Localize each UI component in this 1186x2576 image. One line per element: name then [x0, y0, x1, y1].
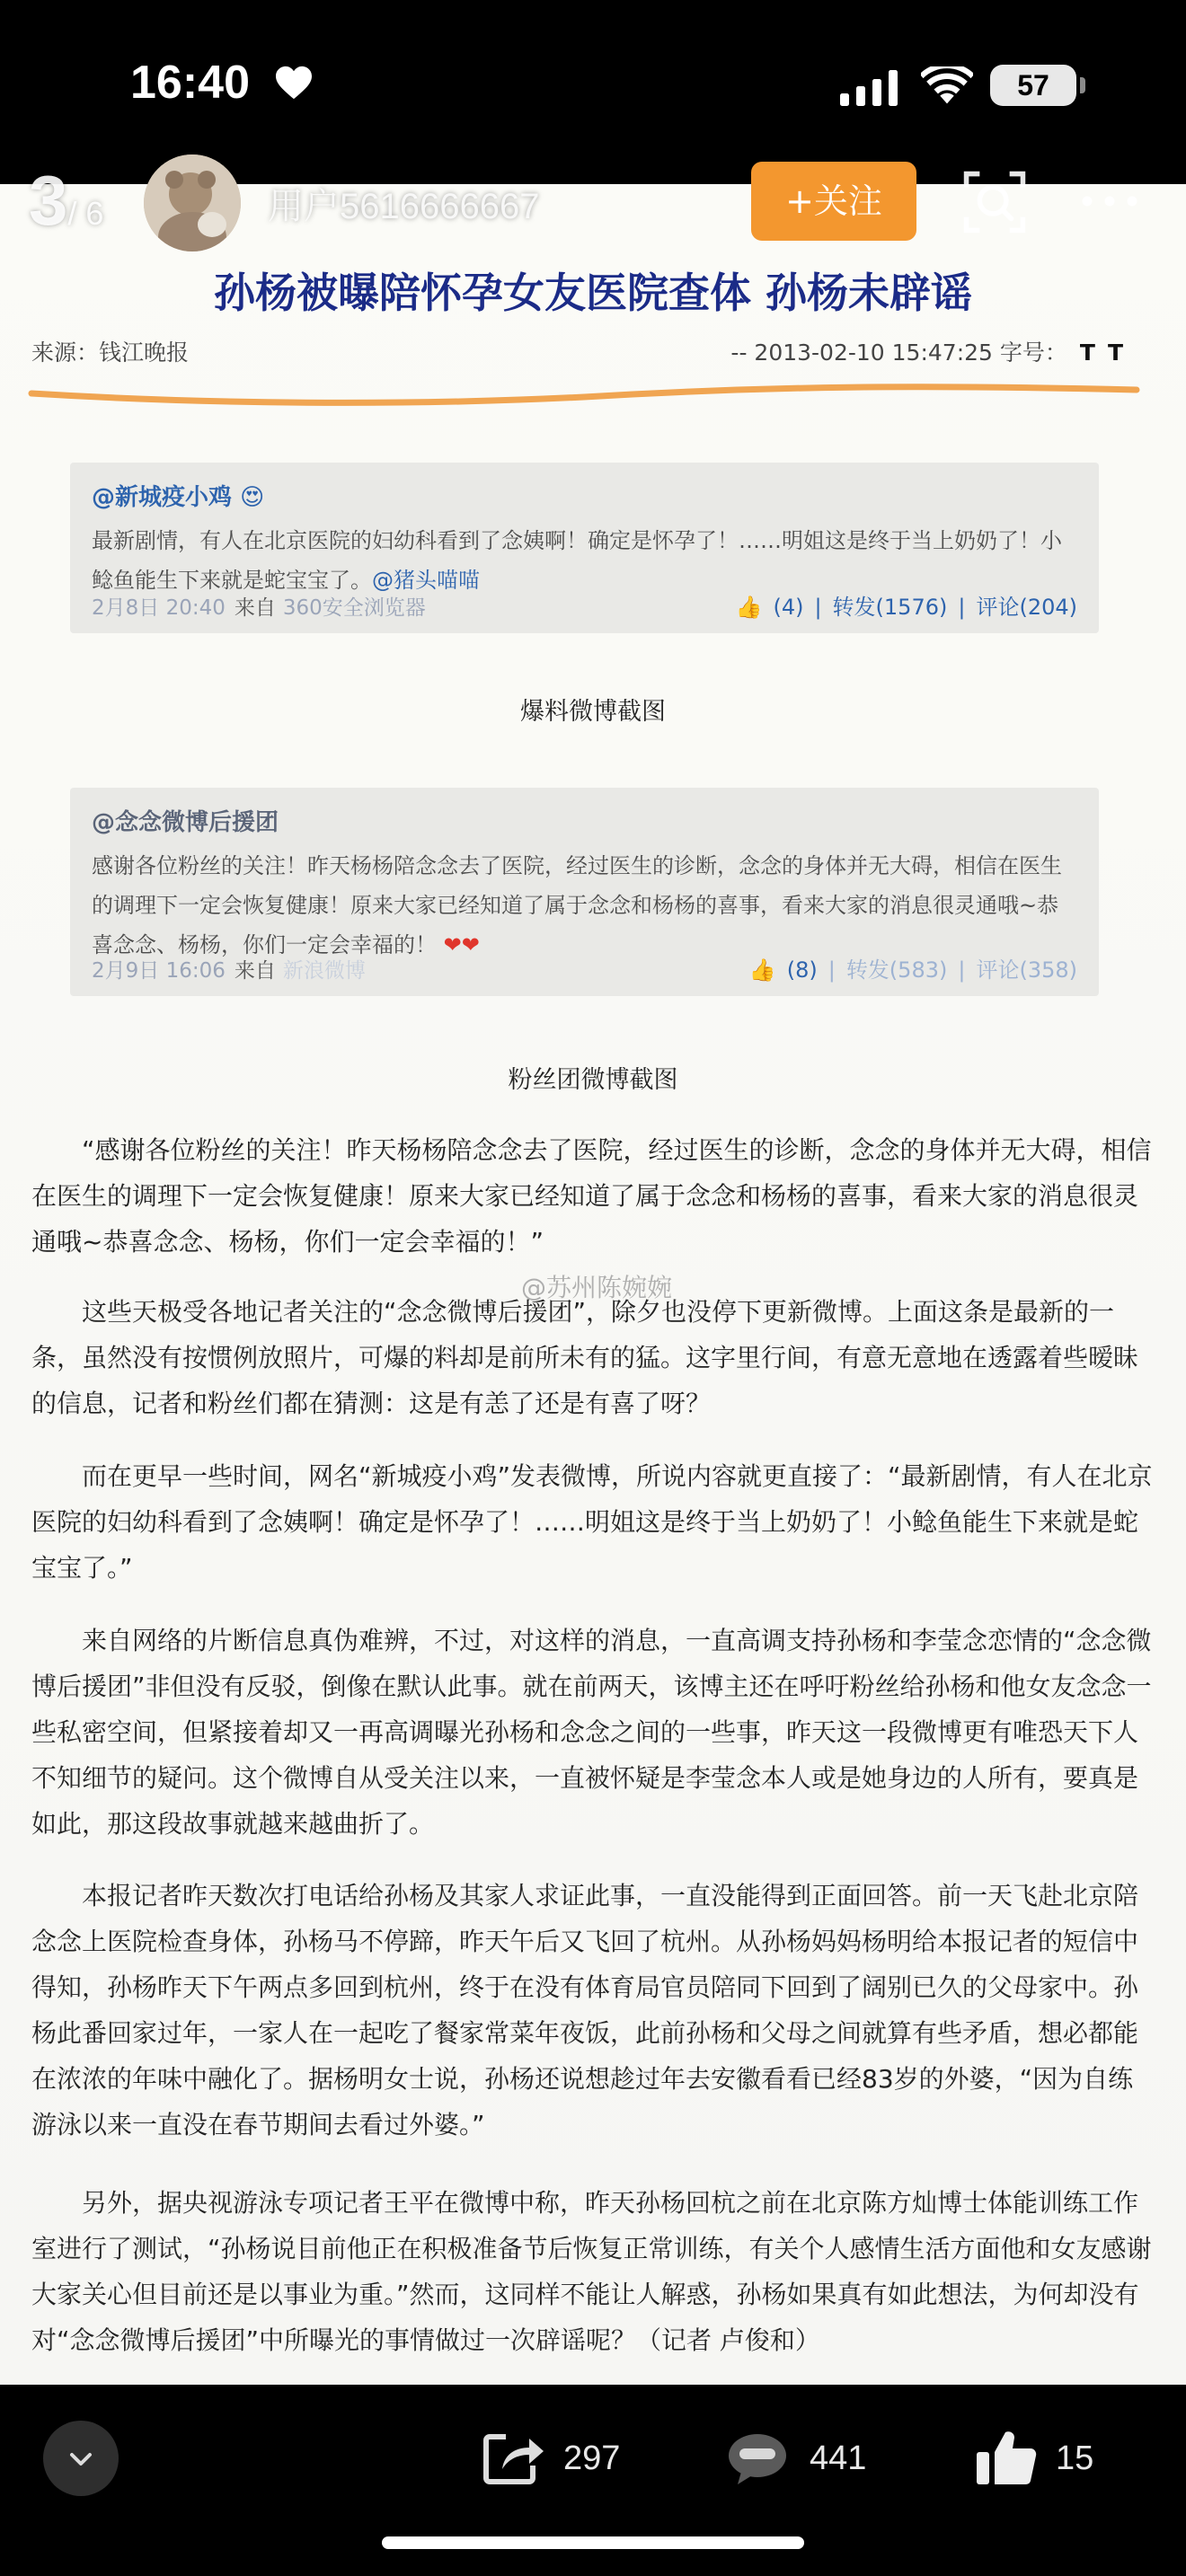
- weibo-2-app: 新浪微博: [282, 959, 366, 983]
- home-indicator[interactable]: [382, 2536, 804, 2549]
- heart-icon: [274, 65, 314, 101]
- weibo-2-comments: 评论(358): [976, 957, 1077, 983]
- comment-button[interactable]: [723, 2421, 866, 2496]
- weibo-2-body: [92, 846, 1077, 965]
- weibo-1-user: [92, 479, 1077, 512]
- paragraph-1: “感谢各位粉丝的关注！昨天杨杨陪念念去了医院，经过医生的诊断，念念的身体并无大碍，相信在医生的调理下一定会恢复健康！原来大家已经知道了属于念念和杨杨的喜事，看来大家的消息很灵通哦~恭喜念念、杨杨，你们一定会幸福的！”: [31, 1135, 1152, 1257]
- weibo-1-footer: [92, 591, 1077, 621]
- weibo-2-user: @念念微博后援团: [92, 809, 279, 836]
- chevron-down-icon: [43, 2421, 119, 2496]
- comment-icon: [723, 2429, 792, 2488]
- orange-underline: [27, 377, 1141, 413]
- paragraph-5: 本报记者昨天数次打电话给孙杨及其家人求证此事，一直没能得到正面回答。前一天飞赴北京陪念念上医院检查身体，孙杨马不停蹄，昨天午后又飞回了杭州。从孙杨妈妈杨明给本报记者的短信中得知，孙杨昨天下午两点多回到杭州，终于在没有体育局官员陪同下回到了阔别已久的父母家中。孙杨此番回家过年，一家人在一起吃了餐家常菜年夜饭，此前孙杨和父母之间就算有些矛盾，想必都能在浓浓的年味中融化了。据杨明女士说，孙杨还说想趁过年去安徽看看已经83岁的外婆，“因为自练游泳以来一直没在春节期间去看过外婆。”: [31, 1881, 1139, 2139]
- share-icon: [481, 2430, 545, 2487]
- article-image[interactable]: [0, 184, 1186, 2385]
- weibo-2-text: 感谢各位粉丝的关注！昨天杨杨陪念念去了医院，经过医生的诊断，念念的身体并无大碍，相信在医生的调理下一定会恢复健康！原来大家已经知道了属于念念和杨杨的喜事，看来大家的消息很灵通哦~恭喜念念、杨杨，你们一定会幸福的！: [92, 853, 1062, 957]
- caption-1: 爆料微博截图: [520, 698, 666, 726]
- weibo-1-mention: @猪头喵喵: [372, 568, 480, 593]
- weibo-screenshot-2: [70, 788, 1099, 996]
- weibo-screenshot-1: [70, 463, 1099, 633]
- paragraph-3: 而在更早一些时间，网名“新城疫小鸡”发表微博，所说内容就更直接了：“最新剧情，有人在北京医院的妇幼科看到了念姨啊！确定是怀孕了！……明姐这是终于当上奶奶了！小鲶鱼能生下来就是蛇宝宝了。”: [31, 1461, 1153, 1583]
- more-options-icon[interactable]: [1078, 183, 1141, 219]
- image-search-icon[interactable]: [961, 169, 1028, 235]
- weibo-1-app: 360安全浏览器: [282, 596, 426, 620]
- page-current: 3: [29, 161, 68, 240]
- thumbs-up-icon: 👍: [748, 957, 776, 983]
- weibo-1-body: [92, 521, 1077, 600]
- like-button[interactable]: [975, 2421, 1093, 2496]
- paragraph-4: 来自网络的片断信息真伪难辨，不过，对这样的消息，一直高调支持孙杨和李莹念恋情的“念念微博后援团”非但没有反驳，倒像在默认此事。就在前两天，该博主还在呼吁粉丝给孙杨和他女友念念一些私密空间，但紧接着却又一再高调曝光孙杨和念念之间的一些事，昨天这一段微博更有唯恐天下人不知细节的疑问。这个微博自从受关注以来，一直被怀疑是李莹念本人或是她身边的人所有，要真是如此，那这段故事就越来越曲折了。: [31, 1626, 1152, 1839]
- weibo-2-stats: [739, 952, 1077, 984]
- article-source: 来源：钱江晚报: [31, 340, 190, 366]
- cellular-signal-icon: [840, 70, 898, 106]
- weibo-1-username: @新城疫小鸡: [92, 484, 233, 511]
- wifi-icon: [921, 66, 973, 106]
- caption-2: 粉丝团微博截图: [508, 1066, 678, 1094]
- paragraph-6: 另外，据央视游泳专项记者王平在微博中称，昨天孙杨回杭之前在北京陈方灿博士体能训练工作室进行了测试，“孙杨说目前他正在积极准备节后恢复正常训练，有关个人感情生活方面他和女友感谢大家关心但目前还是以事业为重。”然而，这同样不能让人解惑，孙杨如果真有如此想法，为何却没有对“念念微博后援团”中所曝光的事情做过一次辟谣呢？（记者 卢俊和）: [31, 2188, 1152, 2355]
- share-count: 297: [563, 2439, 621, 2477]
- separator: |: [828, 957, 836, 983]
- weibo-1-reposts: 转发(1576): [832, 595, 948, 620]
- weibo-2-via: 来自: [234, 959, 276, 983]
- thumbs-up-icon: [975, 2429, 1038, 2488]
- weibo-2-likes: (8): [786, 957, 818, 983]
- thumbs-up-icon: 👍: [735, 595, 763, 620]
- username[interactable]: 用户5616666667: [268, 187, 540, 226]
- weibo-1-likes: (4): [773, 595, 804, 620]
- status-bar: [0, 0, 1186, 171]
- battery-level: 57: [1017, 69, 1049, 101]
- separator: |: [958, 957, 966, 983]
- follow-button[interactable]: +关注: [751, 162, 916, 241]
- weibo-1-text: 最新剧情，有人在北京医院的妇幼科看到了念姨啊！确定是怀孕了！……明姐这是终于当上奶奶了！小鲶鱼能生下来就是蛇宝宝了。: [92, 528, 1062, 593]
- weibo-1-comments: 评论(204): [976, 595, 1077, 620]
- article-date: [730, 335, 1123, 367]
- page-counter: [29, 160, 103, 242]
- weibo-1-stats: [725, 589, 1077, 621]
- weibo-2-footer: [92, 954, 1077, 984]
- share-button[interactable]: [481, 2421, 620, 2496]
- weibo-1-via: 来自: [234, 596, 276, 620]
- weibo-2-time: 2月9日 16:06: [92, 959, 226, 983]
- font-size-small[interactable]: T: [1079, 340, 1095, 366]
- font-size-large[interactable]: T: [1107, 340, 1123, 366]
- separator: |: [814, 595, 822, 620]
- hearts-icon: ❤❤: [443, 932, 480, 957]
- comment-count: 441: [810, 2439, 867, 2477]
- weibo-1-time: 2月8日 20:40: [92, 596, 226, 620]
- battery-tip: [1080, 77, 1085, 93]
- watermark: @苏州陈婉婉: [521, 1273, 673, 1302]
- page-total: / 6: [67, 195, 104, 232]
- article-date-text: -- 2013-02-10 15:47:25 字号：: [730, 340, 1067, 366]
- paragraph-2: 这些天极受各地记者关注的“念念微博后援团”，除夕也没停下更新微博。上面这条是最新的一条，虽然没有按惯例放照片，可爆的料却是前所未有的猛。这字里行间，有意无意地在透露着些暧昧的信息，记者和粉丝们都在猜测：这是有恙了还是有喜了呀？: [31, 1297, 1139, 1418]
- battery-icon: [990, 65, 1076, 106]
- like-count: 15: [1056, 2439, 1094, 2477]
- collapse-button[interactable]: [43, 2421, 119, 2496]
- smiling-emoji-icon: 😍: [240, 484, 265, 511]
- avatar[interactable]: [144, 154, 241, 251]
- weibo-2-reposts: 转发(583): [845, 957, 948, 983]
- status-time: 16:40: [130, 57, 250, 109]
- separator: |: [958, 595, 966, 620]
- avatar-image: [144, 154, 241, 251]
- article-title: 孙杨被曝陪怀孕女友医院查体 孙杨未辟谣: [213, 269, 972, 317]
